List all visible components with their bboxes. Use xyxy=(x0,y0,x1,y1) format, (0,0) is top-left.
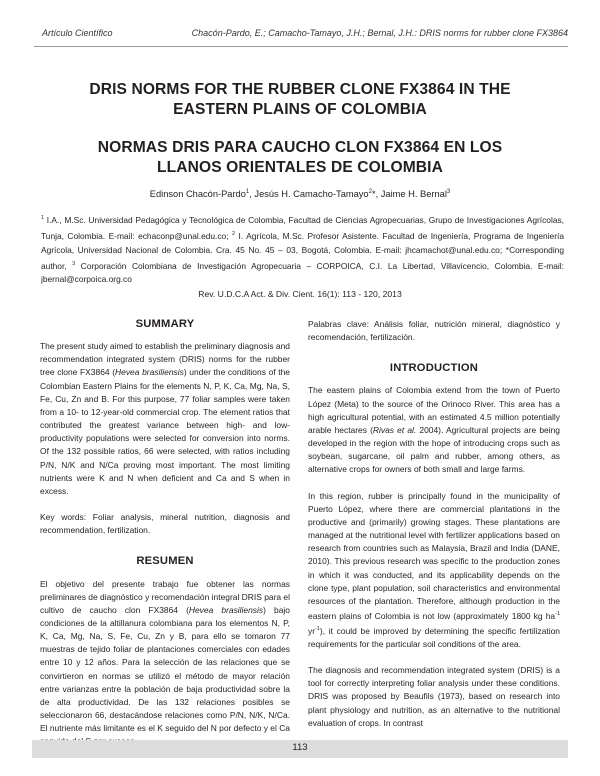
resumen-heading: RESUMEN xyxy=(136,555,194,568)
summary-paragraph xyxy=(40,340,290,498)
journal-citation: Rev. U.D.C.A Act. & Div. Cient. 16(1): 113 - 120, 2013 xyxy=(198,289,402,299)
affil-2: I. Agrícola, M.Sc. Profesor Asistente. Facultad de Ingeniería, Programa de Ingeniería Agrícola, Universidad Nacional de Colombia. Cra. 45 No. 45 – 03, Bogotá, Colombia. E-mail: jhcamachot@unal.edu.co; *Corresponding author, xyxy=(41,230,564,271)
author-1-affil: 1 xyxy=(245,189,250,195)
affil-3: Corporación Colombiana de Investigación Agropecuaria – CORPOICA, C.I. La Libertad, Villavicencio, Colombia. E-mail: jbernal@corpoica.org.co xyxy=(41,260,564,285)
author-2: Jesús H. Camacho-Tamayo xyxy=(254,189,369,200)
intro-paragraph-2 xyxy=(308,490,560,652)
affil-marker: 2 xyxy=(232,230,236,237)
author-2-affil: 2 xyxy=(368,189,372,195)
summary-heading: SUMMARY xyxy=(135,318,195,330)
spanish-title xyxy=(40,138,560,178)
species-name: Hevea brasiliensis xyxy=(188,604,264,615)
spanish-title-line1: NORMAS DRIS PARA CAUCHO CLON FX3864 EN LOS xyxy=(97,139,503,156)
affiliations xyxy=(41,211,564,286)
english-title-line1: DRIS NORMS FOR THE RUBBER CLONE FX3864 IN THE xyxy=(89,81,511,98)
author-3-affil: 3 xyxy=(446,189,451,195)
author-3: Jaime H. Bernal xyxy=(380,189,447,200)
summary-text: ) under the conditions of the Colombian Eastern Plains for the elements N, P, K, Ca, Mg, Na, S, Fe, Cu, Zn and B. For this purpose, 77 foliar samples were taken from a 10- to 12-year-old commercial crop. The element ratios that contributed the greatest variance between high- and low- productivity populations were selected for conversion into norms. Of the 132 possible ratios, 66 were selected, with ratios including P/N, N/K and N/Ca proving most important. The most limiting nutrients were K and N when deficient and Ca and S when in excess. xyxy=(40,367,290,496)
affil-marker: 1 xyxy=(41,215,45,221)
intro-text: In this region, rubber is principally found in the municipality of Puerto López, where there are commercial plantations in the productive and (primarily) growing stages. These plantations are managed at the nutritional level with fertilizer applications based on research from countries such as Malaysia, Brazil and India (DANE, 2010). This previous research was specific to the production zones in which it was conducted, and its applicability depends on the clone type, plant population, soil characteristics and environmental resources of the plantation. Therefore, although production in the eastern plains of Colombia is not low (approximately 1800 kg ha xyxy=(308,490,560,621)
intro-text: ), it could be improved by determining the specific fertilization requirements for the particular soil conditions of the area. xyxy=(308,625,560,649)
summary-keywords: Key words: Foliar analysis, mineral nutrition, diagnosis and recommendation, fertilization. xyxy=(40,512,290,536)
running-header xyxy=(42,28,568,44)
affil-marker: 3 xyxy=(72,260,76,267)
english-title xyxy=(40,80,560,120)
intro-text: 2004). Agricultural projects are being developed in the region with the hope of introducing crops such as soybean, sugarcane, oil palm and rubber, among others, as alternative crops for owners of both small and large farms. xyxy=(308,424,560,475)
intro-text: The eastern plains of Colombia extend from the town of Puerto López (Meta) to the source of the Orinoco River. This area has a high agricultural potential, with an estimated 4.5 million potentially arable hectares ( xyxy=(308,385,560,435)
unit-exponent: -1 xyxy=(555,610,560,617)
corresponding-mark: * xyxy=(371,189,376,200)
article-type-label: Artículo Científico xyxy=(42,28,113,38)
intro-paragraph-1 xyxy=(308,384,560,476)
affil-1: I.A., M.Sc. Universidad Pedagógica y Tecnológica de Colombia, Facultad de Ciencias Agropecuarias, Grupo de Investigaciones Agrícolas, Tunja, Colombia. E-mail: echaconp@unal.edu.co; xyxy=(41,214,564,241)
running-title: Chacón-Pardo, E.; Camacho-Tamayo, J.H.; Bernal, J.H.: DRIS norms for rubber clone FX3864 xyxy=(191,28,568,38)
introduction-heading: INTRODUCTION xyxy=(389,362,479,375)
resumen-text: El objetivo del presente trabajo fue obtener las normas preliminares de diagnóstico y recomendación integral DRIS para el cultivo de caucho clon FX3864 ( xyxy=(40,578,290,615)
citation-italic: Rivas et al. xyxy=(372,424,417,435)
left-column xyxy=(40,318,290,749)
resumen-paragraph xyxy=(40,578,290,749)
resumen-text: ) bajo condiciones de la altillanura colombiana para los elementos N, P, K, Ca, Mg, Na, S, Fe, Cu, Zn y B, para ello se tomaron 77 muestras de tejido foliar de plantaciones comerciales con edades entre 10 y 12 años. Para la selección de las relaciones que se convirtieron en normas se utilizó el método de mayor relación entre varianzas entre la población de baja productividad sobre la de alta productividad. De las 132 relaciones posibles se seleccionaron 66, destacándose relaciones como P/N, N/K, N/Ca. El nutriente más limitante es el K seguido del N por defecto y el Ca xyxy=(40,604,290,734)
spanish-title-line2: LLANOS ORIENTALES DE COLOMBIA xyxy=(157,159,443,176)
header-rule xyxy=(34,46,568,47)
english-title-line2: EASTERN PLAINS OF COLOMBIA xyxy=(173,101,427,118)
author-1: Edinson Chacón-Pardo xyxy=(149,189,246,200)
intro-paragraph-3: The diagnosis and recommendation integrated system (DRIS) is a tool for correctly interpreting foliar analysis under these conditions. DRIS was proposed by Beaufils (1973), based on research into plant physiology and nutrition, as an alternative to the nutritional evaluation of crops. In contrast xyxy=(308,665,560,728)
page-number: 113 xyxy=(292,742,308,753)
intro-text: yr xyxy=(308,625,316,636)
unit-exponent: -1 xyxy=(315,625,320,632)
resumen-keywords: Palabras clave: Análisis foliar, nutrición mineral, diagnóstico y recomendación, fertilización. xyxy=(308,319,560,343)
author-sep: , xyxy=(249,189,255,200)
author-sep: , xyxy=(375,189,381,200)
species-name: Hevea brasiliensis xyxy=(115,367,184,378)
summary-text: The present study aimed to establish the preliminary diagnosis and recommendation integrated system (DRIS) norms for the rubber tree clone FX3864 ( xyxy=(40,341,290,378)
author-list xyxy=(0,189,600,199)
right-column xyxy=(308,318,560,730)
